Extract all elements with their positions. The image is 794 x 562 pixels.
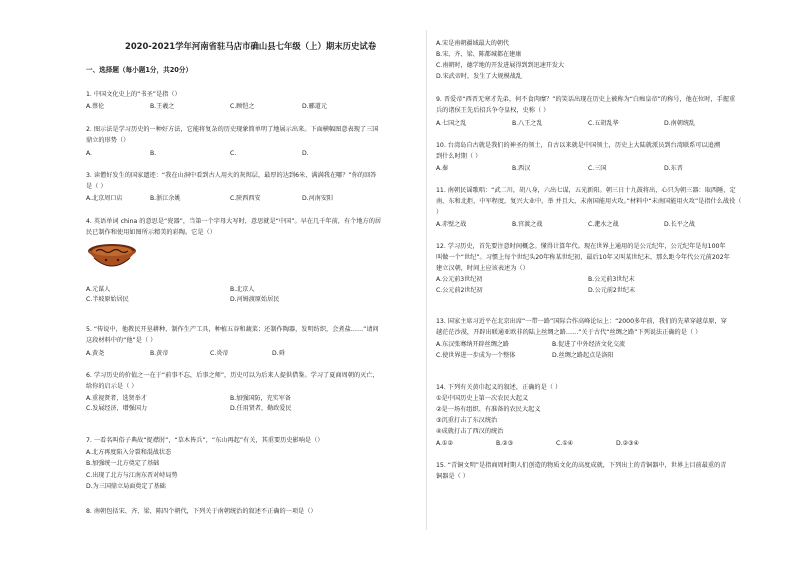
q11-stem-cont2: ）	[436, 209, 443, 216]
q6-option-c[interactable]: C.发展经济，增强国力	[86, 405, 148, 412]
q7-stem: 7. 一看名叫俗子典故“捉襟肘”，“草木皆兵”，“东山再起”有关，其重要历史影响是（）	[86, 437, 324, 444]
q3-stem: 3. 读僧好发生的国家遗迹：“我在山洞中看到古人用火的灰烬层，最厚的达到6米，满满我在哪？”你的回答	[86, 172, 377, 179]
q1-stem: 1. 中国文化史上的“书圣”是指（）	[86, 91, 181, 98]
q9-stem: 9. 晋爱帝“西晋无寒才先弟，何不食肉糜？”的笑话出现在历史上被称为“白痴皇帝”的称号，他在位时，手握重	[436, 96, 736, 103]
q4-stem-cont: 民已制作和使用如图所示精美的彩陶。它是（）	[86, 229, 216, 236]
q7-option-d[interactable]: D.为三国鼎立局面奠定了基础	[86, 483, 166, 490]
q12-stem-cont: 叫做一个“世纪”。习惯上每个世纪头20年称某世纪初，最后10年又叫某世纪末，那么距今年代公元前202年	[436, 254, 730, 261]
q2-option-c[interactable]: C.	[230, 150, 237, 157]
q2-stem-cont: 鼎立的形势（）	[86, 137, 130, 144]
q2-option-a[interactable]: A.	[86, 150, 92, 157]
q11-option-b[interactable]: B.官渡之战	[512, 221, 543, 228]
q7-option-c[interactable]: C.出现了北方与江南东晋对峙局势	[86, 472, 178, 479]
q5-option-a[interactable]: A.黄尧	[86, 350, 105, 357]
q2-option-b[interactable]: B.	[150, 150, 157, 157]
q6-stem: 6. 学习历史的价值之一在于“前事不忘，后事之师”，历史可以为后来人提供借鉴。学习了夏商周朝的灭亡，	[86, 372, 379, 379]
q1-option-d[interactable]: D.郦道元	[302, 103, 327, 110]
q4-option-a[interactable]: A.元谋人	[86, 286, 111, 293]
q14-item-4: ④成就打击了西汉的统治	[436, 428, 504, 435]
q3-option-a[interactable]: A.北京周口店	[86, 195, 123, 202]
q14-item-3: ③沉重打击了东汉统治	[436, 417, 498, 424]
q4-option-b[interactable]: B.北京人	[230, 286, 255, 293]
q10-option-d[interactable]: D.东晋	[664, 165, 683, 172]
q1-option-b[interactable]: B.王羲之	[150, 103, 175, 110]
q11-stem: 11. 南朝民谣歌唱：“武二川，胡八身，六出七谋，五光新阳。朝三日十九鼓将出，心只为朝三器：取西陲，定	[436, 187, 736, 194]
q5-stem-cont: 这段材料中的“他”是（ ）	[86, 337, 157, 344]
q5-option-c[interactable]: C.炎帝	[210, 350, 229, 357]
q9-option-d[interactable]: D.南朝统乱	[664, 120, 696, 127]
painted-pottery-bowl-image	[86, 242, 138, 272]
q15-stem: 15. “青铜文明”是指商周时期人们创造的物质文化的高度成就，下列出土的青铜器中，世界上目前最重的青	[436, 462, 727, 469]
q1-option-c[interactable]: C.顾恺之	[230, 103, 255, 110]
q6-option-d[interactable]: D.任用贤者，勤政爱民	[230, 405, 292, 412]
q8-option-d[interactable]: D.宋武帝时，发生了大规模战乱	[436, 73, 522, 80]
q13-stem-cont: 越茫茫沙漠，开辟出联通亚欧非的陆上丝绸之路……”关于古代“丝绸之路”下列说法正确的是（ ）	[436, 329, 702, 336]
q11-option-d[interactable]: D.长平之战	[664, 221, 696, 228]
q10-option-b[interactable]: B.西汉	[512, 165, 531, 172]
q10-option-a[interactable]: A.秦	[436, 165, 449, 172]
q12-option-a[interactable]: A.公元前3世纪初	[436, 276, 483, 283]
column-divider	[426, 30, 427, 530]
q14-option-b[interactable]: B.②③	[496, 440, 514, 447]
q15-stem-cont: 铜器是（ ）	[436, 473, 469, 480]
q7-option-a[interactable]: A.北方再度陷入分裂和混战状态	[86, 449, 172, 456]
q9-option-b[interactable]: B.八王之乱	[512, 120, 543, 127]
q12-option-d[interactable]: D.公元前2世纪末	[588, 287, 636, 294]
q4-option-c[interactable]: C.半坡原始居民	[86, 296, 129, 303]
q3-stem-cont: 是（ ）	[86, 183, 107, 190]
q1-option-a[interactable]: A.蔡伦	[86, 103, 105, 110]
q11-option-a[interactable]: A.赤壁之战	[436, 221, 467, 228]
q9-option-a[interactable]: A.七国之乱	[436, 120, 467, 127]
q13-option-b[interactable]: B.促进了中外经济文化交流	[552, 341, 626, 348]
q8-option-a[interactable]: A.宋是南朝疆域最大的朝代	[436, 40, 510, 47]
q13-option-a[interactable]: A.东汉张骞纳开辟丝绸之路	[436, 341, 510, 348]
q4-option-d[interactable]: D.河姆渡原始居民	[230, 296, 280, 303]
q14-option-d[interactable]: D.②③④	[616, 440, 640, 447]
q12-stem: 12. 学习历史，首先要注意时间概念。懂得计算年代。现在世界上通用的是公元纪年，公元纪年是每100年	[436, 243, 726, 250]
q2-stem: 2. 图示法是学习历史的一种好方法，它能将复杂的历史现象简单明了地展示出来。下面横幅图意表现了三国	[86, 126, 379, 133]
q12-option-b[interactable]: B.公元前3世纪末	[588, 276, 635, 283]
q11-option-c[interactable]: C.淝水之战	[588, 221, 619, 228]
q8-option-b[interactable]: B.宋、齐、梁、陈都城都在建康	[436, 51, 522, 58]
exam-title: 2020-2021学年河南省驻马店市确山县七年级（上）期末历史试卷	[125, 41, 377, 51]
q7-option-b[interactable]: B.加强统一北方奠定了基础	[86, 460, 160, 467]
q5-option-b[interactable]: B.黄帝	[150, 350, 169, 357]
q13-option-d[interactable]: D.丝绸之路起点是洛阳	[552, 352, 614, 359]
q6-option-b[interactable]: B.加强国防，充实军备	[230, 395, 291, 402]
q9-stem-cont: 兵的诸侯王先后招兵争夺皇权，史称（ ）	[436, 107, 550, 114]
q13-stem: 13. 国家主席习近平在北京出席“一带一路”国际合作高峰论坛上：“2000多年前，我们的先辈穿越草原，穿	[436, 318, 727, 325]
q8-stem: 8. 南朝包括宋、齐、梁、陈四个朝代，下列关于南朝统治的叙述不正确的一项是（）	[86, 508, 317, 515]
q3-option-b[interactable]: B.浙江余姚	[150, 195, 181, 202]
q3-option-d[interactable]: D.河南安阳	[302, 195, 334, 202]
q14-item-1: ①是中国历史上第一次农民大起义	[436, 395, 529, 402]
section-heading: 一、选择题（每小题1分，共20分）	[86, 66, 193, 74]
q14-stem: 14. 下列有关黄巾起义的叙述，正确的是（ ）	[436, 384, 562, 391]
q5-stem: 5. “传说中，他教民开垦耕种，制作生产工具，种植五谷和蔬菜；还制作陶器，发明纺织，会煮盐……”请问	[86, 326, 379, 333]
q2-option-d[interactable]: D.	[302, 150, 309, 157]
q5-option-d[interactable]: D.舜	[272, 350, 285, 357]
q6-option-a[interactable]: A.重视贤者，选贤举才	[86, 395, 147, 402]
q3-option-c[interactable]: C.陕西西安	[230, 195, 261, 202]
q12-stem-cont2: 建立汉朝，时间上应该表述为（）	[436, 265, 529, 272]
q10-stem: 10. 台湾岛自古就是我们的神圣的领土，自古以来就是中国领土，历史上大陆就派员到台湾联系可以追溯	[436, 142, 721, 149]
q11-stem-cont: 南，东和北拒，中军程度，复兴大业中，举 并且大，未南国能用火攻。”材料中“未南国能用火攻”是指什么战役（	[436, 198, 742, 205]
q8-option-c[interactable]: C.南朝时，德学地的开发进展得到到迅速开发大	[436, 62, 565, 69]
q10-option-c[interactable]: C.三国	[588, 165, 607, 172]
q9-option-c[interactable]: C.五胡乱华	[588, 120, 619, 127]
q6-stem-cont: 给你的启示是（ ）	[86, 383, 138, 390]
q14-option-c[interactable]: C.①④	[556, 440, 574, 447]
q13-option-c[interactable]: C.使世界进一步成为一个整体	[436, 352, 516, 359]
q10-stem-cont: 到什么时期（ ）	[436, 153, 482, 160]
q4-stem: 4. 英语单词 china 的意思是“瓷器”，当第一个字母大写时，意思就是“中国”。早在几千年前，有个地方的居	[86, 218, 382, 225]
q14-item-2: ②是一场有组织、有准备的农民大起义	[436, 406, 541, 413]
q14-option-a[interactable]: A.①②	[436, 440, 453, 447]
q12-option-c[interactable]: C.公元前2世纪初	[436, 287, 483, 294]
